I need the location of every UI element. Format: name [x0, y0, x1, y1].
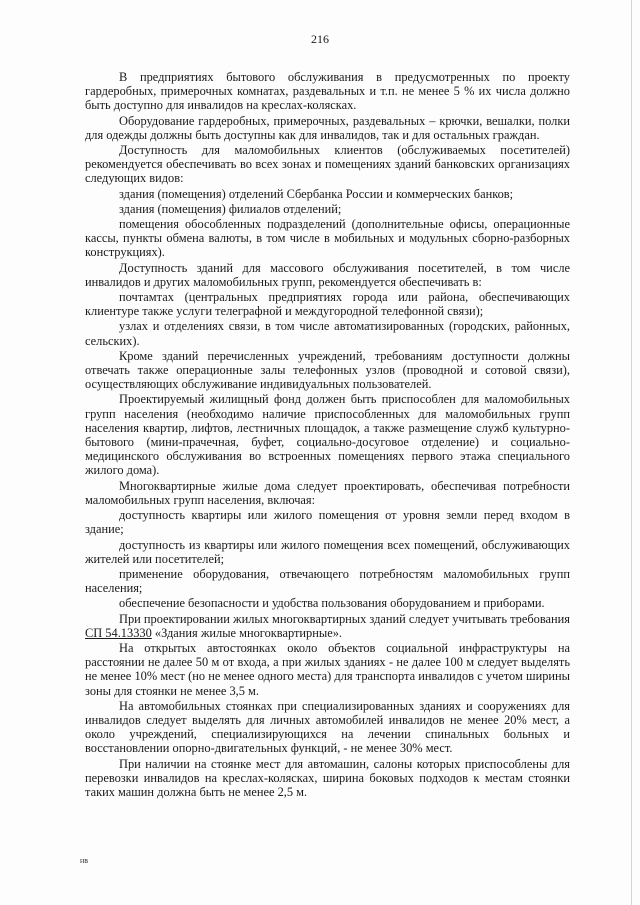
paragraph: узлах и отделениях связи, в том числе автоматизированных (городских, районных, сельских). [85, 319, 570, 348]
paragraph: здания (помещения) филиалов отделений; [119, 201, 342, 216]
paragraph: В предприятиях бытового обслуживания в предусмотренных по проекту гардеробных, примерочных комнатах, раздевальных и т.п. не менее 5 % их числа должно быть доступно для инвалидов на креслах-колясках. [85, 70, 570, 113]
paragraph: Доступность для маломобильных клиентов (обслуживаемых посетителей) рекомендуется обеспечивать во всех зонах и помещениях зданий банковских организациях следующих видов: [85, 143, 570, 186]
paragraph: доступность из квартиры или жилого помещения всех помещений, обслуживающих жителей или посетителей; [85, 537, 570, 566]
paragraph: Доступность зданий для массового обслуживания посетителей, в том числе инвалидов и других маломобильных групп, рекомендуется обеспечивать в: [85, 260, 570, 289]
paragraph: обеспечение безопасности и удобства пользования оборудованием и приборами. [119, 596, 545, 611]
paragraph: При наличии на стоянке мест для автомашин, салоны которых приспособлены для перевозки инвалидов на креслах-колясках, ширина боковых подходов к местам стоянки таких машин должна быть не менее 2,5 м. [85, 756, 570, 799]
sp-54-13330-link[interactable]: СП 54.13330 [85, 625, 152, 640]
paragraph: здания (помещения) отделений Сбербанка России и коммерческих банков; [119, 186, 514, 201]
paragraph: Многоквартирные жилые дома следует проектировать, обеспечивая потребности маломобильных групп населения, включая: [85, 478, 570, 507]
paragraph: помещения обособленных подразделений (дополнительные офисы, операционные кассы, пункты обмена валюты, в том числе в мобильных и модульных сборно-разборных конструкциях). [85, 217, 570, 260]
paragraph: Кроме зданий перечисленных учреждений, требованиям доступности должны отвечать также операционные залы телефонных узлов (проводной и сотовой связи), осуществляющих обслуживание индивидуальных пользователей. [85, 348, 570, 392]
footer-mark: нв [80, 856, 89, 865]
document-body [85, 70, 570, 800]
page-number: 216 [311, 32, 329, 46]
paragraph: Оборудование гардеробных, примерочных, раздевальных – крючки, вешалки, полки для одежды должны быть доступны как для инвалидов, так и для остальных граждан. [85, 113, 570, 142]
paragraph: применение оборудования, отвечающего потребностям маломобильных групп населения; [85, 566, 570, 596]
page-edge [631, 0, 632, 905]
sp-text-after: «Здания жилые многоквартирные». [151, 625, 342, 640]
paragraph: На открытых автостоянках около объектов социальной инфраструктуры на расстоянии не далее 50 м от входа, а при жилых зданиях - не далее 100 м следует выделять не менее 10% мест (но не менее одного места) для транспорта инвалидов с учетом ширины зоны для стоянки не менее 3,5 м. [85, 640, 570, 698]
paragraph: доступность квартиры или жилого помещения от уровня земли перед входом в здание; [85, 508, 570, 537]
paragraph: На автомобильных стоянках при специализированных зданиях и сооружениях для инвалидов следует выделять для личных автомобилей инвалидов не менее 20% мест, а около учреждений, специализирующихся на лечении спинальных больных и восстановлении опорно-двигательных функций, - не менее 30% мест. [85, 698, 570, 756]
sp-text-before: При проектировании жилых многоквартирных зданий следует учитывать требования [119, 611, 570, 626]
paragraph: почтамтах (центральных предприятиях города или района, обеспечивающих клиентуре также услуги телеграфной и междугородной телефонной связи); [85, 290, 570, 319]
paragraph: Проектируемый жилищный фонд должен быть приспособлен для маломобильных групп населения (необходимо наличие приспособленных для маломобильных групп населения квартир, лифтов, лестничных площадок, а также размещение служб культурно-бытового (мини-прачечная, буфет, социально-досуговое отделение) и социально-медицинского обслуживания во встроенных помещениях первого этажа специального жилого дома). [85, 392, 570, 478]
paragraph-sp-reference [85, 612, 570, 640]
